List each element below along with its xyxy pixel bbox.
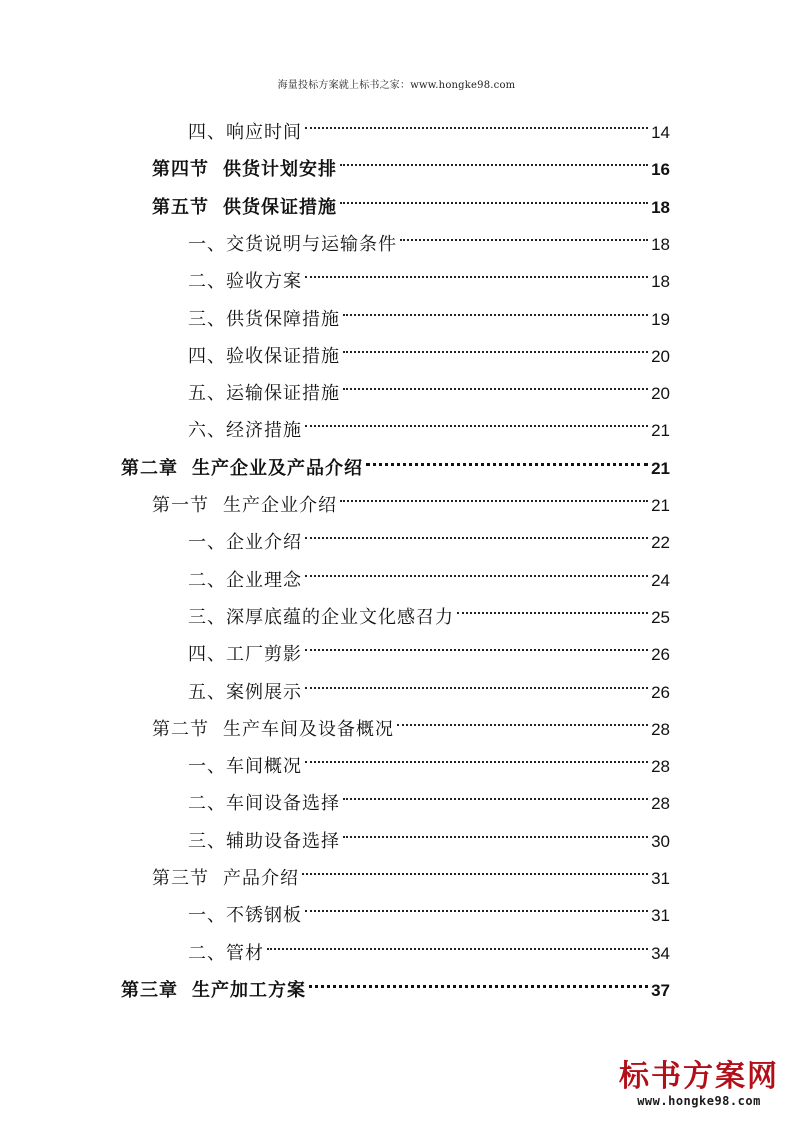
toc-page-number: 25 (651, 607, 670, 627)
toc-dot-leader (305, 511, 648, 548)
toc-entry-text: 运输保证措施 (226, 383, 340, 405)
toc-entry-number: 二、 (188, 271, 226, 293)
toc-page-number: 28 (651, 757, 670, 777)
toc-entry[interactable] (188, 586, 670, 628)
toc-dot-leader (305, 661, 648, 698)
toc-entry-number: 第五节 (152, 196, 209, 218)
toc-dot-leader (340, 138, 648, 175)
toc-entry-number: 第三章 (121, 979, 178, 1001)
toc-dot-leader (400, 213, 648, 250)
watermark-url: www.hongke98.com (637, 1094, 761, 1108)
toc-page-number: 28 (651, 719, 670, 739)
toc-entry-text: 工厂剪影 (226, 644, 302, 666)
toc-dot-leader (305, 250, 648, 287)
toc-entry-number: 五、 (188, 681, 226, 703)
toc-entry-number: 二、 (188, 942, 226, 964)
toc-dot-leader (305, 884, 648, 921)
toc-entry-text: 生产加工方案 (192, 979, 306, 1001)
toc-page-number: 18 (651, 197, 670, 217)
toc-page-number: 20 (651, 384, 670, 404)
toc-entry-text: 供货计划安排 (223, 159, 337, 181)
toc-page-number: 21 (651, 496, 670, 515)
toc-dot-leader (305, 623, 648, 660)
toc-page-number: 14 (651, 123, 670, 142)
toc-entry[interactable] (152, 847, 670, 889)
toc-dot-leader (397, 698, 648, 735)
toc-entry-number: 三、 (188, 308, 226, 330)
toc-entry[interactable] (188, 362, 670, 405)
toc-page-number: 34 (651, 943, 670, 963)
toc-entry-text: 供货保障措施 (226, 308, 340, 330)
toc-page-number: 19 (651, 309, 670, 329)
toc-page-number: 24 (651, 570, 670, 590)
toc-page-number: 28 (651, 794, 670, 814)
toc-entry[interactable] (188, 325, 670, 367)
toc-page-number: 20 (651, 346, 670, 366)
toc-dot-leader (305, 549, 648, 586)
toc-entry-number: 第一节 (152, 495, 209, 516)
toc-dot-leader (343, 772, 648, 809)
toc-dot-leader (305, 735, 648, 772)
toc-entry-text: 企业介绍 (226, 532, 302, 554)
toc-entry-number: 二、 (188, 793, 226, 815)
toc-dot-leader (305, 101, 648, 138)
toc-entry[interactable] (188, 623, 670, 666)
toc-entry-number: 五、 (188, 383, 226, 405)
toc-page-number: 16 (651, 160, 670, 180)
toc-entry-text: 验收保证措施 (226, 345, 340, 367)
toc-entry-number: 四、 (188, 122, 226, 143)
toc-dot-leader (457, 586, 648, 623)
toc-page-number: 31 (651, 906, 670, 926)
toc-entry-number: 一、 (188, 233, 226, 255)
toc-entry-number: 三、 (188, 606, 226, 628)
toc-entry-number: 第二章 (121, 457, 178, 479)
toc-entry[interactable] (121, 437, 670, 479)
toc-entry[interactable] (188, 213, 670, 255)
toc-dot-leader (340, 176, 648, 213)
toc-entry-text: 案例展示 (226, 681, 302, 703)
toc-entry[interactable] (188, 810, 670, 852)
toc-page-number: 26 (651, 682, 670, 702)
toc-entry-text: 深厚底蕴的企业文化感召力 (226, 606, 454, 628)
toc-entry-number: 第三节 (152, 868, 209, 889)
toc-entry-text: 交货说明与运输条件 (226, 233, 397, 255)
toc-entry-number: 一、 (188, 532, 226, 554)
toc-entry-number: 六、 (188, 420, 226, 442)
toc-entry[interactable] (188, 288, 670, 330)
toc-entry[interactable] (121, 959, 670, 1001)
toc-dot-leader (305, 399, 648, 436)
toc-entry-number: 第二节 (152, 718, 209, 740)
toc-entry-text: 不锈钢板 (226, 905, 302, 927)
toc-entry-text: 管材 (226, 942, 264, 964)
toc-page-number: 26 (651, 645, 670, 665)
toc-entry-number: 四、 (188, 345, 226, 367)
toc-entry-number: 二、 (188, 569, 226, 591)
toc-entry[interactable] (188, 884, 670, 927)
toc-entry-number: 第四节 (152, 159, 209, 181)
toc-dot-leader (340, 474, 648, 511)
toc-entry[interactable] (188, 101, 670, 143)
toc-entry[interactable] (188, 922, 670, 964)
toc-page-number: 18 (651, 272, 670, 292)
toc-page-number: 21 (651, 421, 670, 441)
toc-entry[interactable] (152, 138, 670, 181)
toc-dot-leader (309, 959, 648, 996)
toc-entry-number: 三、 (188, 830, 226, 852)
toc-entry-text: 生产企业介绍 (223, 495, 337, 516)
toc-entry-text: 车间概况 (226, 756, 302, 778)
toc-page-number: 31 (651, 869, 670, 888)
toc-entry-text: 企业理念 (226, 569, 302, 591)
toc-dot-leader (366, 437, 648, 474)
toc-entry-text: 生产车间及设备概况 (223, 718, 394, 740)
toc-entry[interactable] (152, 698, 670, 740)
toc-entry-text: 验收方案 (226, 271, 302, 293)
toc-entry-text: 经济措施 (226, 420, 302, 442)
toc-page-number: 37 (651, 980, 670, 1000)
toc-entry[interactable] (188, 549, 670, 591)
toc-entry-text: 辅助设备选择 (226, 830, 340, 852)
toc-entry-number: 四、 (188, 644, 226, 666)
toc-entry-title (121, 972, 306, 1009)
toc-entry-number: 一、 (188, 905, 226, 927)
toc-dot-leader (267, 922, 648, 959)
toc-entry[interactable] (152, 176, 670, 218)
toc-dot-leader (343, 288, 648, 325)
toc-entry-text: 生产企业及产品介绍 (192, 457, 363, 479)
toc-entry[interactable] (188, 772, 670, 815)
toc-page-number: 30 (651, 831, 670, 851)
toc-entry-text: 车间设备选择 (226, 793, 340, 815)
toc-entry-text: 产品介绍 (223, 868, 299, 889)
toc-entry[interactable] (188, 250, 670, 293)
toc-dot-leader (343, 362, 648, 399)
toc-dot-leader (343, 325, 648, 362)
toc-entry-number: 一、 (188, 756, 226, 778)
toc-page-number: 18 (651, 234, 670, 254)
toc-entry[interactable] (188, 511, 670, 554)
toc-page-number: 22 (651, 533, 670, 553)
toc-entry[interactable] (188, 735, 670, 778)
toc-entry[interactable] (188, 661, 670, 703)
page-header: 海量投标方案就上标书之家：www.hongke98.com (277, 80, 516, 91)
toc-page-number: 21 (651, 458, 670, 478)
watermark-logo (619, 1060, 779, 1108)
toc-entry[interactable] (152, 474, 670, 516)
toc-dot-leader (343, 810, 648, 847)
toc-entry-text: 响应时间 (226, 122, 302, 143)
watermark-title: 标书方案网 (619, 1059, 779, 1094)
toc-entry[interactable] (188, 399, 670, 442)
toc-dot-leader (302, 847, 648, 884)
toc-entry-text: 供货保证措施 (223, 196, 337, 218)
